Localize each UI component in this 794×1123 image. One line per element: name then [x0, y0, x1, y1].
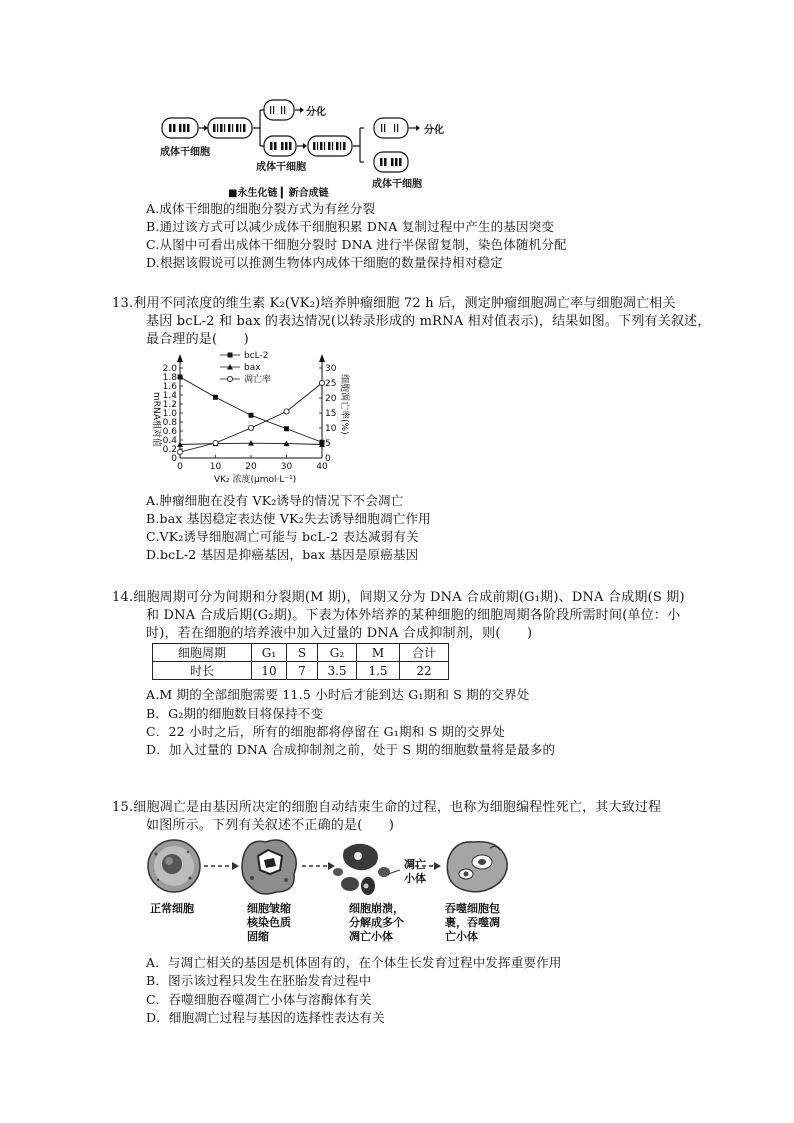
stage-shrink-line: 细胞皱缩	[247, 902, 291, 915]
table-cell: 细胞周期	[153, 644, 252, 662]
cell-cycle-table	[152, 643, 449, 680]
point-bcl2	[284, 426, 289, 431]
point-bcl2	[178, 375, 183, 380]
label-differentiate-2: 分化	[424, 125, 444, 136]
table-cell: 合计	[400, 644, 449, 662]
table-cell: 7	[287, 662, 318, 680]
y-left-tick-label: 1.4	[162, 391, 177, 401]
y-left-tick-label: 0.6	[162, 427, 177, 437]
table-cell: M	[357, 644, 400, 662]
q13-option-d: D.bcL-2 基因是抑癌基因，bax 基因是原癌基因	[146, 547, 419, 562]
q14-option-a: A.M 期的全部细胞需要 11.5 小时后才能到达 G₁期和 S 期的交界处	[146, 687, 530, 702]
q14-option-d: D．加入过量的 DNA 合成抑制剂之前，处于 S 期的细胞数量将是最多的	[146, 742, 556, 757]
phagocyte-image	[447, 842, 507, 892]
q15-option-a: A．与凋亡相关的基因是机体固有的，在个体生长发育过程中发挥重要作用	[146, 955, 562, 970]
label-stem-cell-left: 成体干细胞	[160, 147, 210, 158]
stage-phagocyte-line: 裹，吞噬凋	[445, 916, 500, 929]
q12-option-d: D.根据该假说可以推测生物体内成体干细胞的数量保持相对稳定	[146, 255, 503, 270]
y-right-tick-label: 20	[325, 394, 337, 404]
point-apoptosis-rate	[319, 380, 324, 385]
table-cell: 时长	[153, 662, 252, 680]
x-tick-label: 10	[209, 462, 222, 472]
stage-phagocyte-line: 亡小体	[445, 930, 478, 943]
y-left-tick-label: 0.2	[162, 445, 177, 455]
y-left-tick-label: 0.4	[162, 436, 177, 446]
y-right-tick-label: 5	[325, 439, 331, 449]
x-tick-label: 0	[177, 462, 183, 472]
q13-stem-line-2: 基因 bcL-2 和 bax 的表达情况(以转录形成的 mRNA 相对值表示)，结果如图。下列有关叙述，	[146, 314, 711, 329]
shrinking-cell-image	[242, 840, 296, 894]
x-tick-label: 30	[280, 462, 293, 472]
q14-option-c: C．22 小时之后，所有的细胞都将停留在 G₁期和 S 期的交界处	[146, 724, 506, 739]
table-cell: G₁	[252, 644, 287, 662]
normal-cell-image	[148, 840, 200, 892]
y-left-tick-label: 1.0	[162, 409, 177, 419]
apoptotic-bodies-image	[333, 844, 390, 895]
vk2-line-chart	[144, 346, 364, 488]
q13-stem-line-3: 最合理的是( )	[146, 332, 249, 347]
y-left-tick-label: 1.8	[162, 373, 177, 383]
legend-bax: bax	[244, 363, 261, 373]
table-cell: 1.5	[357, 662, 400, 680]
y-right-tick-label: 10	[325, 424, 337, 434]
label-stem-cell-mid: 成体干细胞	[256, 162, 306, 173]
stage-shrink-label	[247, 902, 291, 944]
table-cell: 3.5	[318, 662, 357, 680]
label-stem-cell-right: 成体干细胞	[372, 179, 422, 190]
stage-collapse-line: 细胞崩溃，	[349, 902, 404, 915]
q15-option-b: B．图示该过程只发生在胚胎发育过程中	[146, 973, 372, 988]
stage-normal-cell-label: 正常细胞	[150, 902, 194, 915]
q14-stem-line-2: 和 DNA 合成后期(G₂期)。下表为体外培养的某种细胞的细胞周期各阶段所需时间(单位：小	[146, 608, 681, 623]
chart-xlabel: VK₂ 浓度(μmol·L⁻¹)	[214, 475, 297, 485]
table-header-row	[153, 644, 449, 662]
apoptotic-body-callout	[404, 858, 426, 886]
y-right-tick-label: 30	[325, 364, 337, 374]
stage-shrink-line: 固缩	[247, 930, 269, 943]
apoptosis-process-figure	[144, 834, 524, 906]
q13-option-a: A.肿瘤细胞在没有 VK₂诱导的情况下不会凋亡	[146, 493, 404, 508]
stage-collapse-line: 分解成多个	[349, 916, 404, 929]
point-bcl2	[213, 395, 218, 400]
x-tick-label: 40	[316, 462, 328, 472]
series-line-bcl2	[180, 377, 322, 442]
diagram-legend: ■永生化链 ▎新合成链	[228, 188, 329, 199]
q14-option-b: B．G₂期的细胞数目将保持不变	[146, 706, 324, 721]
table-row	[153, 662, 449, 680]
q13-option-b: B.bax 基因稳定表达使 VK₂失去诱导细胞凋亡作用	[146, 511, 431, 526]
legend-bcl2: bcL-2	[244, 351, 269, 361]
table-cell: 22	[400, 662, 449, 680]
y-left-tick-label: 0.8	[162, 418, 177, 428]
q12-option-a: A.成体干细胞的细胞分裂方式为有丝分裂	[146, 201, 376, 216]
q14-stem-line-1: 14.细胞周期可分为间期和分裂期(M 期)，间期又分为 DNA 合成前期(G₁期)、DNA 合成期(S 期)	[112, 590, 685, 605]
y-left-tick-label: 0	[171, 454, 177, 464]
y-left-tick-label: 1.6	[162, 382, 177, 392]
q15-stem-line-1: 15.细胞凋亡是由基因所决定的细胞自动结束生命的过程，也称为细胞编程性死亡，其大致过程	[112, 800, 662, 815]
q15-option-d: D．细胞凋亡过程与基因的选择性表达有关	[146, 1010, 385, 1025]
y-right-tick-label: 25	[325, 379, 337, 389]
label-differentiate-1: 分化	[306, 107, 326, 118]
stage-phagocyte-label	[445, 902, 500, 944]
point-apoptosis-rate	[213, 440, 218, 445]
q13-option-c: C.VK₂诱导细胞凋亡可能与 bcL-2 表达减弱有关	[146, 529, 419, 544]
chart-ylabel-right: 细胞凋亡率(%)	[339, 374, 349, 435]
chart-ylabel-left: mRNA相对值	[151, 392, 161, 447]
q15-stem-line-2: 如图所示。下列有关叙述不正确的是( )	[146, 818, 395, 833]
table-cell: S	[287, 644, 318, 662]
table-cell: G₂	[318, 644, 357, 662]
y-right-tick-label: 0	[325, 454, 331, 464]
q14-stem-line-3: 时)，若在细胞的培养液中加入过量的 DNA 合成抑制剂，则( )	[146, 626, 533, 641]
point-bcl2	[249, 413, 254, 418]
y-left-tick-label: 1.2	[162, 400, 177, 410]
q13-stem-line-1: 13.利用不同浓度的维生素 K₂(VK₂)培养肿瘤细胞 72 h 后，测定肿瘤细胞凋亡率与细胞凋亡相关	[112, 296, 676, 311]
stage-collapse-line: 凋亡小体	[349, 930, 393, 943]
stage-collapse-label	[349, 902, 404, 944]
y-right-tick-label: 15	[325, 409, 337, 419]
table-cell: 10	[252, 662, 287, 680]
q12-option-c: C.从图中可看出成体干细胞分裂时 DNA 进行半保留复制，染色体随机分配	[146, 237, 567, 252]
y-left-tick-label: 2.0	[162, 364, 177, 374]
q15-option-c: C．吞噬细胞吞噬凋亡小体与溶酶体有关	[146, 992, 372, 1007]
callout-line: 小体	[404, 872, 426, 885]
x-tick-label: 20	[245, 462, 257, 472]
point-apoptosis-rate	[177, 449, 182, 454]
q12-option-b: B.通过该方式可以减少成体干细胞积累 DNA 复制过程中产生的基因突变	[146, 219, 555, 234]
point-apoptosis-rate	[248, 425, 253, 430]
stage-phagocyte-line: 吞噬细胞包	[445, 902, 500, 915]
legend-apoptosis-rate: 凋亡率	[244, 375, 272, 385]
point-apoptosis-rate	[284, 409, 289, 414]
stage-shrink-line: 核染色质	[247, 916, 291, 929]
callout-line: 凋亡	[404, 858, 426, 871]
